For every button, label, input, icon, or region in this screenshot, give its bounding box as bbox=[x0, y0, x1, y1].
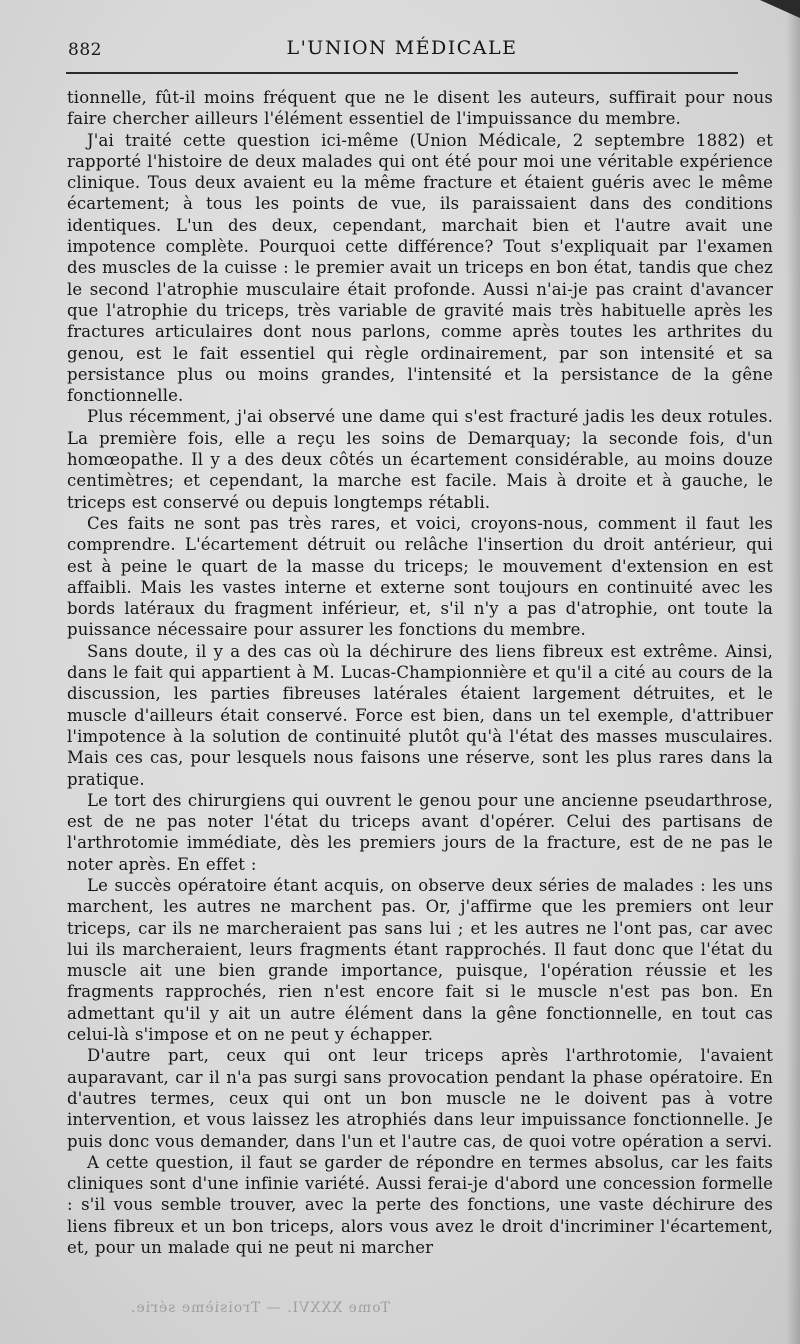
paragraph: J'ai traité cette question ici-même (Union Médicale, 2 septembre 1882) et rapporté l'histoire de deux malades qui ont été pour moi une véritable expérience clinique. Tous deux avaient eu la même fracture et étaient guéris avec le même écartement; à tous les points de vue, ils paraissaient dans des conditions identiques. L'un des deux, cependant, marchait bien et l'autre avait une impotence complète. Pourquoi cette différence? Tout s'expliquait par l'examen des muscles de la cuisse : le premier avait un triceps en bon état, tandis que chez le second l'atrophie musculaire était profonde. Aussi n'ai-je pas craint d'avancer que l'atrophie du triceps, très variable de gravité mais très habituelle après les fractures articulaires dont nous parlons, comme après toutes les arthrites du genou, est le fait essentiel qui règle ordinairement, par son intensité et sa persistance plus ou moins grandes, l'intensité et la persistance de la gêne fonctionnelle. bbox=[67, 130, 773, 406]
paragraph: Sans doute, il y a des cas où la déchirure des liens fibreux est extrême. Ainsi, dans le fait qui appartient à M. Lucas-Championnière et qu'il a cité au cours de la discussion, les parties fibreuses latérales étaient largement détruites, et le muscle d'ailleurs était conservé. Force est bien, dans un tel exemple, d'attribuer l'impotence à la solution de continuité plutôt qu'à l'état des masses musculaires. Mais ces cas, pour lesquels nous faisons une réserve, sont les plus rares dans la pratique. bbox=[67, 641, 773, 789]
paragraph: Plus récemment, j'ai observé une dame qui s'est fracturé jadis les deux rotules. La première fois, elle a reçu les soins de Demarquay; la seconde fois, d'un homœopathe. Il y a des deux côtés un écartement considérable, au moins douze centimètres; et cependant, la marche est facile. Mais à droite et à gauche, le triceps est conservé ou depuis longtemps rétabli. bbox=[67, 407, 773, 512]
paragraph: D'autre part, ceux qui ont leur triceps après l'arthrotomie, l'avaient auparavant, car il n'a pas surgi sans provocation pendant la phase opératoire. En d'autres termes, ceux qui ont un bon muscle ne le doivent pas à votre intervention, et vous laissez les atrophiés dans leur impuissance fonctionnelle. Je puis donc vous demander, dans l'un et l'autre cas, de quoi votre opération a servi. bbox=[67, 1046, 773, 1151]
paragraph: Ces faits ne sont pas très rares, et voici, croyons-nous, comment il faut les comprendre. L'écartement détruit ou relâche l'insertion du droit antérieur, qui est à peine le quart de la masse du triceps; le mouvement d'extension en est affaibli. Mais les vastes interne et externe sont toujours en continuité avec les bords latéraux du fragment inférieur, et, s'il n'y a pas d'atrophie, ont toute la puissance nécessaire pour assurer les fonctions du membre. bbox=[67, 513, 773, 640]
paragraph: Le succès opératoire étant acquis, on observe deux séries de malades : les uns marchent, les autres ne marchent pas. Or, j'affirme que les premiers ont leur triceps, car ils ne marcheraient pas sans lui ; et les autres ne l'ont pas, car avec lui ils marcheraient, leurs fragments étant rapprochés. Il faut donc que l'état du muscle ait une bien grande importance, puisque, l'opération réussie et les fragments rapprochés, rien n'est encore fait si le muscle n'est pas bon. En admettant qu'il y ait un autre élément dans la gêne fonctionnelle, en tout cas celui-là s'impose et on ne peut y échapper. bbox=[67, 875, 773, 1045]
bleed-through-text: Tome XXXVI. — Troisième série. bbox=[130, 1300, 390, 1316]
paragraph: tionnelle, fût-il moins fréquent que ne le disent les auteurs, suffirait pour nous faire chercher ailleurs l'élément essentiel de l'impuissance du membre. bbox=[67, 88, 773, 129]
paragraph: A cette question, il faut se garder de répondre en termes absolus, car les faits cliniques sont d'une infinie variété. Aussi ferai-je d'abord une concession formelle : s'il vous semble trouver, avec la perte des fonctions, une vaste déchirure des liens fibreux et un bon triceps, alors vous avez le droit d'incriminer l'écartement, et, pour un malade qui ne peut ni marcher bbox=[67, 1152, 773, 1258]
page-edge-shadow bbox=[786, 0, 800, 1344]
page-header bbox=[66, 36, 738, 66]
body-text bbox=[67, 87, 773, 1258]
page-corner-mark bbox=[760, 0, 800, 18]
running-title: L'UNION MÉDICALE bbox=[286, 37, 518, 59]
header-rule bbox=[66, 72, 738, 74]
paragraph: Le tort des chirurgiens qui ouvrent le genou pour une ancienne pseudarthrose, est de ne pas noter l'état du triceps avant d'opérer. Celui des partisans de l'arthrotomie immédiate, dès les premiers jours de la fracture, est de ne pas le noter après. En effet : bbox=[67, 790, 773, 874]
page-number: 882 bbox=[68, 40, 102, 60]
